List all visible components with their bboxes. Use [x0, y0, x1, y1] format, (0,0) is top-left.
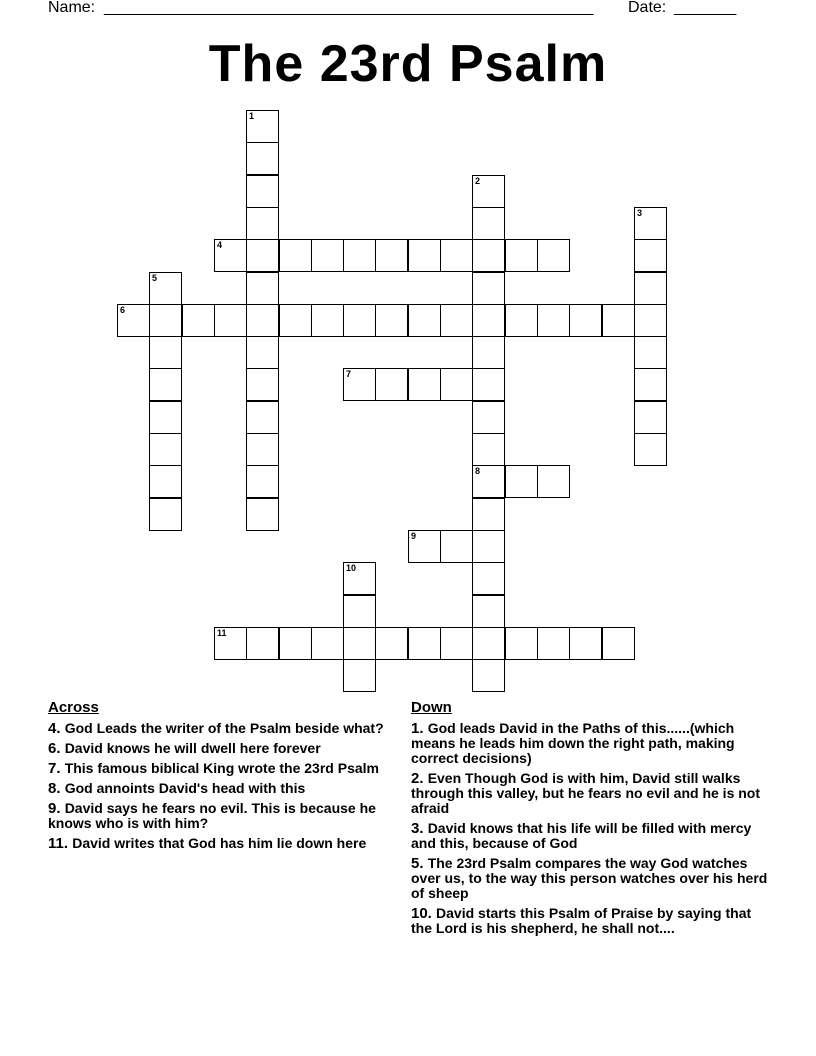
grid-cell[interactable]	[472, 595, 505, 628]
clue-item	[48, 761, 388, 776]
grid-cell[interactable]	[472, 368, 505, 401]
grid-cell[interactable]	[343, 562, 376, 595]
grid-cell[interactable]	[472, 659, 505, 692]
grid-cell[interactable]	[537, 465, 570, 498]
grid-cell[interactable]	[375, 239, 408, 272]
grid-cell[interactable]	[505, 304, 538, 337]
clue-number: 1.	[411, 720, 428, 737]
clue-text: The 23rd Psalm compares the way God watches over us, to the way this person watches over his herd of sheep	[411, 855, 768, 901]
grid-cell[interactable]	[472, 401, 505, 434]
date-label: Date:	[628, 0, 667, 16]
name-label: Name:	[48, 0, 96, 16]
grid-cell[interactable]	[472, 562, 505, 595]
grid-cell[interactable]	[246, 207, 279, 240]
clue-number: 10.	[411, 905, 437, 922]
grid-cell[interactable]	[246, 627, 279, 660]
grid-cell[interactable]	[472, 304, 505, 337]
clue-text: God Leads the writer of the Psalm beside what?	[64, 720, 384, 736]
clue-item	[48, 801, 388, 831]
grid-cell[interactable]	[569, 304, 602, 337]
grid-cell[interactable]	[246, 239, 279, 272]
down-clue-list	[411, 721, 771, 936]
grid-cell[interactable]	[149, 368, 182, 401]
grid-cell[interactable]	[472, 239, 505, 272]
name-blank-line[interactable]: _______________________________________________________	[104, 0, 594, 16]
grid-cell[interactable]	[537, 304, 570, 337]
grid-cell[interactable]	[149, 304, 182, 337]
clue-text: David knows that his life will be filled with mercy and this, because of God	[411, 820, 752, 851]
clue-text: God annoints David's head with this	[64, 780, 306, 796]
grid-cell[interactable]	[246, 175, 279, 208]
grid-cell[interactable]	[634, 304, 667, 337]
cell-number: 11	[217, 628, 227, 638]
grid-cell[interactable]	[634, 239, 667, 272]
clue-number: 8.	[48, 780, 65, 797]
grid-cell[interactable]	[440, 627, 473, 660]
grid-cell[interactable]	[375, 304, 408, 337]
grid-cell[interactable]	[472, 336, 505, 369]
grid-cell[interactable]	[149, 498, 182, 531]
clue-item	[411, 856, 771, 901]
clue-text: David writes that God has him lie down here	[72, 835, 367, 851]
clue-number: 6.	[48, 740, 65, 757]
grid-cell[interactable]	[408, 530, 441, 563]
grid-cell[interactable]	[505, 239, 538, 272]
grid-cell[interactable]	[408, 304, 441, 337]
grid-cell[interactable]	[214, 627, 247, 660]
grid-cell[interactable]	[440, 368, 473, 401]
grid-cell[interactable]	[149, 401, 182, 434]
grid-cell[interactable]	[408, 368, 441, 401]
grid-cell[interactable]	[408, 627, 441, 660]
grid-cell[interactable]	[375, 627, 408, 660]
clue-text: David knows he will dwell here forever	[64, 740, 321, 756]
grid-cell[interactable]	[246, 433, 279, 466]
grid-cell[interactable]	[375, 368, 408, 401]
clue-number: 5.	[411, 855, 428, 872]
clue-number: 2.	[411, 770, 428, 787]
clue-item	[411, 906, 771, 936]
grid-cell[interactable]	[472, 175, 505, 208]
grid-cell[interactable]	[246, 498, 279, 531]
grid-cell[interactable]	[149, 465, 182, 498]
grid-cell[interactable]	[246, 272, 279, 305]
clue-text: God leads David in the Paths of this......(which means he leads him down the right path, making correct decisions)	[411, 720, 735, 766]
grid-cell[interactable]	[537, 239, 570, 272]
across-heading: Across	[48, 699, 99, 716]
grid-cell[interactable]	[246, 304, 279, 337]
grid-cell[interactable]	[505, 627, 538, 660]
clue-number: 4.	[48, 720, 65, 737]
clue-number: 7.	[48, 760, 65, 777]
cell-number: 8	[475, 466, 481, 476]
grid-cell[interactable]	[117, 304, 150, 337]
clue-number: 3.	[411, 820, 428, 837]
clue-number: 9.	[48, 800, 65, 817]
grid-cell[interactable]	[408, 239, 441, 272]
clue-item	[411, 721, 771, 766]
grid-cell[interactable]	[343, 595, 376, 628]
page-title: The 23rd Psalm	[208, 35, 608, 93]
grid-cell[interactable]	[537, 627, 570, 660]
grid-cell[interactable]	[472, 627, 505, 660]
grid-cell[interactable]	[343, 659, 376, 692]
grid-cell[interactable]	[472, 433, 505, 466]
clue-number: 11.	[48, 835, 73, 852]
clue-text: David says he fears no evil. This is because he knows who is with him?	[48, 800, 376, 831]
cell-number: 9	[411, 531, 417, 541]
grid-cell[interactable]	[149, 433, 182, 466]
grid-cell[interactable]	[634, 401, 667, 434]
grid-cell[interactable]	[440, 239, 473, 272]
grid-cell[interactable]	[634, 336, 667, 369]
down-clues	[411, 700, 771, 941]
grid-cell[interactable]	[311, 304, 344, 337]
cell-number: 4	[217, 240, 223, 250]
clue-item	[48, 781, 388, 796]
down-heading: Down	[411, 699, 452, 716]
grid-cell[interactable]	[472, 207, 505, 240]
grid-cell[interactable]	[634, 368, 667, 401]
grid-cell[interactable]	[279, 304, 312, 337]
grid-cell[interactable]	[279, 239, 312, 272]
grid-cell[interactable]	[472, 530, 505, 563]
clue-item	[411, 771, 771, 816]
grid-cell[interactable]	[246, 368, 279, 401]
clue-item	[411, 821, 771, 851]
grid-cell[interactable]	[214, 239, 247, 272]
grid-cell[interactable]	[634, 433, 667, 466]
clue-item	[48, 741, 388, 756]
grid-cell[interactable]	[149, 336, 182, 369]
grid-cell[interactable]	[182, 304, 215, 337]
grid-cell[interactable]	[505, 465, 538, 498]
grid-cell[interactable]	[279, 627, 312, 660]
grid-cell[interactable]	[311, 627, 344, 660]
grid-cell[interactable]	[311, 239, 344, 272]
cell-number: 6	[120, 305, 126, 315]
grid-cell[interactable]	[246, 401, 279, 434]
grid-cell[interactable]	[343, 627, 376, 660]
grid-cell[interactable]	[149, 272, 182, 305]
grid-cell[interactable]	[602, 304, 635, 337]
grid-cell[interactable]	[343, 239, 376, 272]
grid-cell[interactable]	[246, 142, 279, 175]
grid-cell[interactable]	[569, 627, 602, 660]
clue-text: This famous biblical King wrote the 23rd Psalm	[64, 760, 379, 776]
cell-number: 1	[249, 111, 255, 121]
grid-cell[interactable]	[440, 530, 473, 563]
cell-number: 2	[475, 176, 481, 186]
grid-cell[interactable]	[602, 627, 635, 660]
across-clue-list	[48, 721, 388, 851]
grid-cell[interactable]	[343, 368, 376, 401]
cell-number: 10	[346, 563, 357, 573]
grid-cell[interactable]	[472, 498, 505, 531]
cell-number: 3	[637, 208, 643, 218]
clue-item	[48, 836, 388, 851]
cell-number: 5	[152, 273, 158, 283]
clue-text: Even Though God is with him, David still walks through this valley, but he fears no evil and he is not afraid	[411, 770, 761, 816]
grid-cell[interactable]	[246, 110, 279, 143]
grid-cell[interactable]	[246, 336, 279, 369]
clue-item	[48, 721, 388, 736]
clue-text: David starts this Psalm of Praise by saying that the Lord is his shepherd, he shall not....	[411, 905, 752, 936]
grid-cell[interactable]	[440, 304, 473, 337]
grid-cell[interactable]	[343, 304, 376, 337]
grid-cell[interactable]	[246, 465, 279, 498]
grid-cell[interactable]	[472, 465, 505, 498]
grid-cell[interactable]	[634, 207, 667, 240]
date-blank-line[interactable]: _______	[674, 0, 737, 16]
grid-cell[interactable]	[472, 272, 505, 305]
cell-number: 7	[346, 369, 352, 379]
grid-cell[interactable]	[634, 272, 667, 305]
across-clues	[48, 700, 388, 856]
grid-cell[interactable]	[214, 304, 247, 337]
